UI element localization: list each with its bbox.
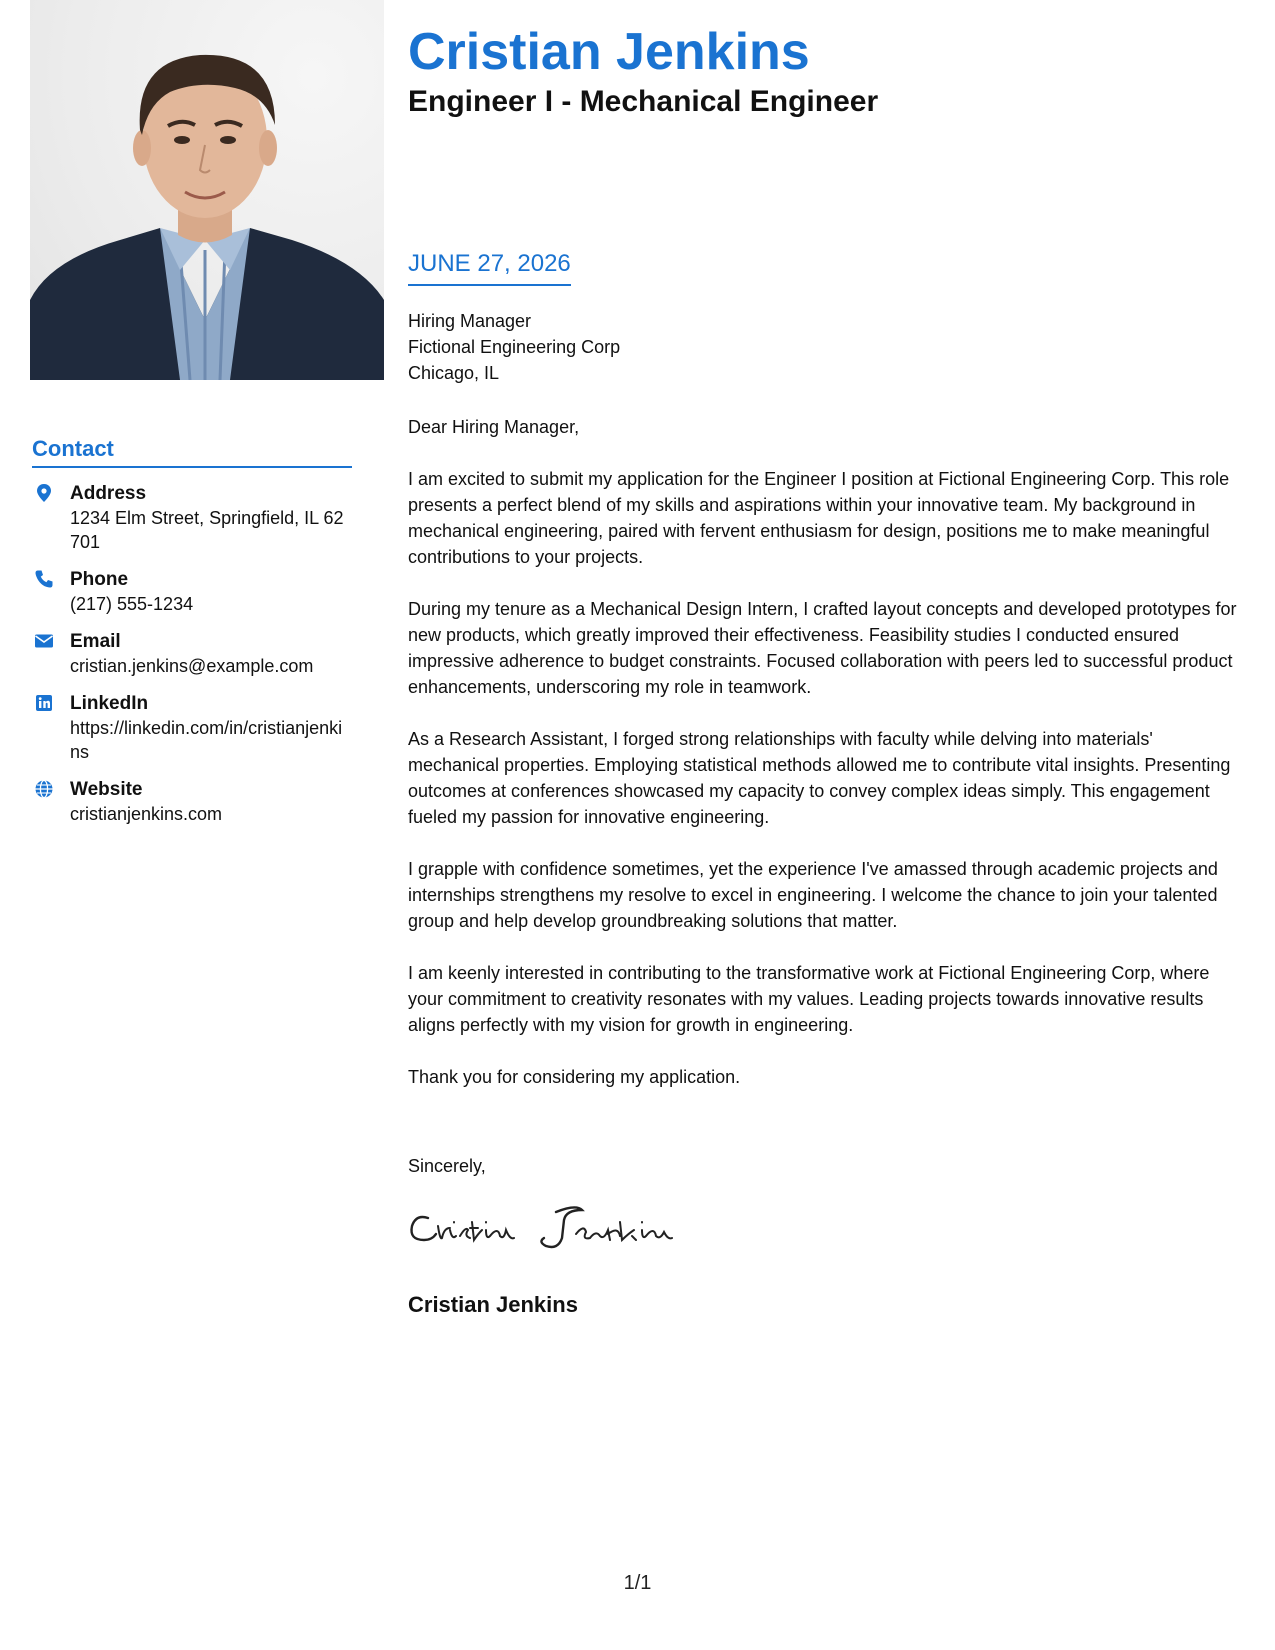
applicant-name: Cristian Jenkins: [408, 23, 810, 81]
globe-icon: [34, 779, 54, 799]
recipient-block: [408, 308, 620, 386]
location-pin-icon: [34, 483, 54, 503]
linkedin-value[interactable]: https://linkedin.com/in/cristianjenkins: [70, 718, 343, 762]
phone-value[interactable]: (217) 555-1234: [70, 594, 194, 614]
website-label: Website: [70, 779, 143, 800]
signed-name: Cristian Jenkins: [408, 1292, 578, 1317]
phone-icon: [34, 569, 54, 589]
profile-photo: [30, 0, 384, 380]
paragraph: Thank you for considering my application.: [408, 1067, 741, 1087]
contact-heading: Contact: [32, 436, 352, 468]
email-icon: [34, 631, 54, 651]
address-label: Address: [70, 483, 147, 504]
closing: Sincerely,: [408, 1156, 486, 1176]
linkedin-icon: [34, 693, 54, 713]
recipient-line: Hiring Manager: [408, 311, 532, 331]
contact-address: [32, 482, 352, 554]
paragraph: I am keenly interested in contributing to the transformative work at Fictional Engineering Corp, where your commitment to creativity resonates with my values. Leading projects towards innovative results aligns perfectly with my vision for growth in engineering.: [408, 963, 1210, 1035]
salutation: Dear Hiring Manager,: [408, 417, 580, 437]
paragraph: During my tenure as a Mechanical Design Intern, I crafted layout concepts and developed prototypes for new products, which greatly improved their effectiveness. Feasibility studies I conducted ensured impressive adherence to budget constraints. Focused collaboration with peers led to successful product enhancements, underscoring my role in teamwork.: [408, 599, 1237, 697]
recipient-line: Chicago, IL: [408, 363, 500, 383]
letter-date: JUNE 27, 2026: [408, 250, 571, 286]
website-value[interactable]: cristianjenkins.com: [70, 804, 223, 824]
contact-linkedin: [32, 692, 352, 764]
paragraph: As a Research Assistant, I forged strong relationships with faculty while delving into materials' mechanical properties. Employing statistical methods allowed me to contribute vital insights. Presenting outcomes at conferences showcased my capacity to convey complex ideas simply. This engagement fueled my passion for innovative engineering.: [408, 729, 1231, 827]
letter-body: [408, 414, 1248, 1116]
job-title: Engineer I - Mechanical Engineer: [408, 85, 879, 118]
phone-label: Phone: [70, 569, 129, 590]
email-value[interactable]: cristian.jenkins@example.com: [70, 656, 314, 676]
signature-image: [406, 1200, 676, 1256]
contact-website: [32, 778, 352, 826]
page-number: 1/1: [623, 1572, 652, 1594]
contact-section: [32, 436, 352, 826]
contact-email: [32, 630, 352, 678]
linkedin-label: LinkedIn: [70, 693, 149, 714]
email-label: Email: [70, 631, 121, 652]
paragraph: I grapple with confidence sometimes, yet the experience I've amassed through academic projects and internships strengthens my resolve to excel in engineering. I welcome the chance to join your talented group and help develop groundbreaking solutions that matter.: [408, 859, 1218, 931]
paragraph: I am excited to submit my application for the Engineer I position at Fictional Engineering Corp. This role presents a perfect blend of my skills and aspirations within your innovative team. My background in mechanical engineering, paired with fervent enthusiasm for design, positions me to make meaningful contributions to your projects.: [408, 469, 1230, 567]
recipient-line: Fictional Engineering Corp: [408, 337, 621, 357]
address-value: 1234 Elm Street, Springfield, IL 62701: [70, 508, 344, 552]
contact-phone: [32, 568, 352, 616]
